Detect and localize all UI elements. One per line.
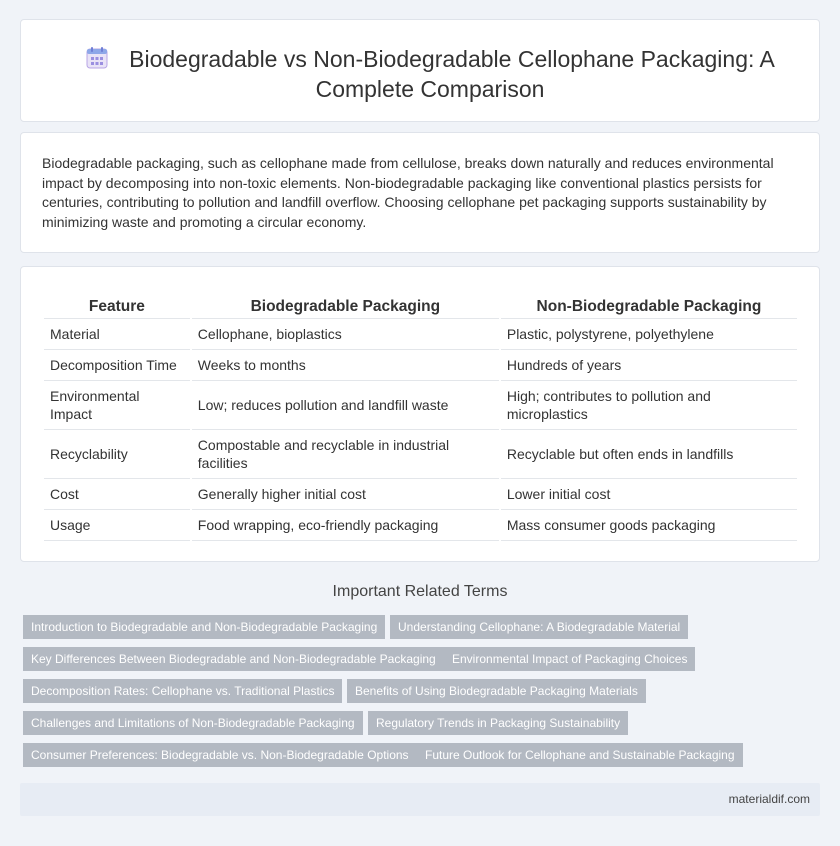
non-biodegradable-cell: Plastic, polystyrene, polyethylene	[501, 319, 797, 350]
comparison-table	[42, 293, 799, 541]
title-card	[20, 19, 820, 122]
feature-cell: Decomposition Time	[44, 350, 190, 381]
biodegradable-cell: Compostable and recyclable in industrial facilities	[192, 430, 499, 479]
table-row	[44, 430, 797, 479]
related-tags-row	[23, 615, 743, 639]
related-tags-row	[23, 743, 743, 767]
intro-paragraph: Biodegradable packaging, such as cellophane made from cellulose, breaks down naturally and reduces environmental impact by decomposing into non-toxic elements. Non-biodegradable packaging like conventional plastics persists for centuries, contributing to pollution and landfill overflow. Choosing cellophane pet packaging supports sustainability by minimizing waste and promoting a circular economy.	[42, 155, 774, 230]
related-tag-link[interactable]: Consumer Preferences: Biodegradable vs. Non-Biodegradable Options	[23, 743, 417, 767]
table-row	[44, 479, 797, 510]
related-tag-link[interactable]: Environmental Impact of Packaging Choices	[444, 647, 695, 671]
table-row	[44, 381, 797, 430]
related-tag-link[interactable]: Future Outlook for Cellophane and Sustainable Packaging	[417, 743, 743, 767]
related-tag-link[interactable]: Introduction to Biodegradable and Non-Biodegradable Packaging	[23, 615, 385, 639]
biodegradable-cell: Low; reduces pollution and landfill waste	[192, 381, 499, 430]
related-tag-link[interactable]: Key Differences Between Biodegradable and Non-Biodegradable Packaging	[23, 647, 444, 671]
header-non-biodegradable: Non-Biodegradable Packaging	[501, 293, 797, 319]
related-tag-link[interactable]: Benefits of Using Biodegradable Packaging Materials	[347, 679, 646, 703]
comparison-table-card	[20, 266, 820, 562]
feature-cell: Usage	[44, 510, 190, 541]
table-header-row	[44, 293, 797, 319]
feature-cell: Cost	[44, 479, 190, 510]
related-tag-link[interactable]: Regulatory Trends in Packaging Sustainability	[368, 711, 628, 735]
header-biodegradable: Biodegradable Packaging	[192, 293, 499, 319]
biodegradable-cell: Generally higher initial cost	[192, 479, 499, 510]
related-tags-row	[23, 679, 743, 703]
related-terms-heading: Important Related Terms	[332, 583, 508, 600]
page-title: Biodegradable vs Non-Biodegradable Cellophane Packaging: A Complete Comparison	[129, 46, 775, 102]
non-biodegradable-cell: Recyclable but often ends in landfills	[501, 430, 797, 479]
feature-cell: Environmental Impact	[44, 381, 190, 430]
table-row	[44, 510, 797, 541]
non-biodegradable-cell: High; contributes to pollution and microplastics	[501, 381, 797, 430]
related-tag-link[interactable]: Decomposition Rates: Cellophane vs. Traditional Plastics	[23, 679, 342, 703]
page-title-wrap	[61, 44, 799, 104]
footer	[20, 783, 820, 816]
intro-card	[20, 132, 820, 253]
table-row	[44, 350, 797, 381]
non-biodegradable-cell: Mass consumer goods packaging	[501, 510, 797, 541]
feature-cell: Recyclability	[44, 430, 190, 479]
biodegradable-cell: Cellophane, bioplastics	[192, 319, 499, 350]
biodegradable-cell: Weeks to months	[192, 350, 499, 381]
related-tag-link[interactable]: Understanding Cellophane: A Biodegradable Material	[390, 615, 688, 639]
related-tag-link[interactable]: Challenges and Limitations of Non-Biodegradable Packaging	[23, 711, 363, 735]
feature-cell: Material	[44, 319, 190, 350]
table-row	[44, 319, 797, 350]
header-feature: Feature	[44, 293, 190, 319]
non-biodegradable-cell: Lower initial cost	[501, 479, 797, 510]
related-tags-row	[23, 711, 743, 735]
biodegradable-cell: Food wrapping, eco-friendly packaging	[192, 510, 499, 541]
footer-site-name: materialdif.com	[728, 792, 810, 806]
calendar-icon	[85, 46, 109, 70]
non-biodegradable-cell: Hundreds of years	[501, 350, 797, 381]
related-tags-row	[23, 647, 743, 671]
